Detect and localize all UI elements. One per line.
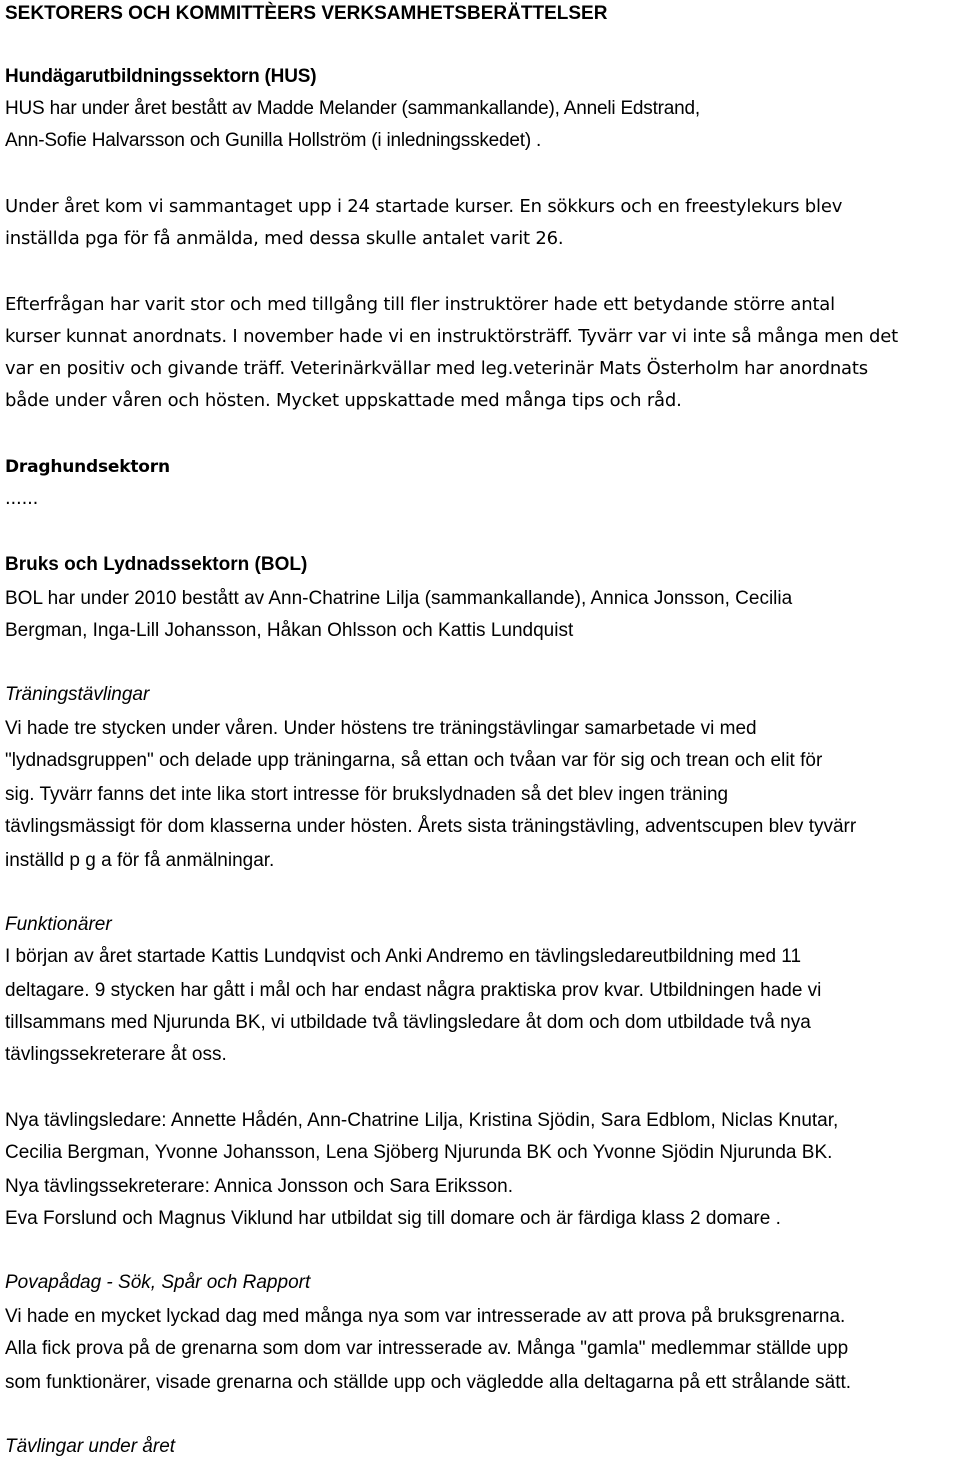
test-day-line-3: som funktionärer, visade grenarna och ställde upp och vägledde alla deltagarna på ett strålande sätt.	[5, 1372, 852, 1393]
officials-line-2: deltagare. 9 stycken har gått i mål och har endast några praktiska prov kvar. Utbildningen hade vi	[5, 980, 822, 1001]
bol-intro-line-2: Bergman, Inga-Lill Johansson, Håkan Ohlsson och Kattis Lundquist	[5, 620, 574, 641]
drag-body: ......	[5, 488, 39, 509]
new-officials-line-3: Nya tävlingssekreterare: Annica Jonsson och Sara Eriksson.	[5, 1176, 513, 1197]
competitions-heading: Tävlingar under året	[5, 1436, 176, 1457]
hus-paragraph-3-line-2: kurser kunnat anordnats. I november hade vi en instruktörsträff. Tyvärr var vi inte så många men det	[5, 326, 898, 347]
new-officials-line-4: Eva Forslund och Magnus Viklund har utbildat sig till domare och är färdiga klass 2 domare .	[5, 1208, 781, 1229]
training-line-2: "lydnadsgruppen" och delade upp träningarna, så ettan och tvåan var för sig och trean och elit för	[5, 750, 823, 771]
officials-heading: Funktionärer	[5, 914, 112, 935]
bol-heading: Bruks och Lydnadssektorn (BOL)	[5, 554, 308, 575]
hus-paragraph-1-line-1: HUS har under året bestått av Madde Melander (sammankallande), Anneli Edstrand,	[5, 98, 700, 119]
test-day-line-2: Alla fick prova på de grenarna som dom var intresserade av. Många "gamla" medlemmar ställde upp	[5, 1338, 849, 1359]
officials-line-4: tävlingssekreterare åt oss.	[5, 1044, 227, 1065]
hus-paragraph-2-line-1: Under året kom vi sammantaget upp i 24 startade kurser. En sökkurs och en freestylekurs blev	[5, 196, 843, 217]
test-day-line-1: Vi hade en mycket lyckad dag med många nya som var intresserade av att prova på bruksgrenarna.	[5, 1306, 846, 1327]
bol-intro-line-1: BOL har under 2010 bestått av Ann-Chatrine Lilja (sammankallande), Annica Jonsson, Cecilia	[5, 588, 793, 609]
hus-paragraph-2-line-2: inställda pga för få anmälda, med dessa skulle antalet varit 26.	[5, 228, 564, 249]
hus-heading: Hundägarutbildningssektorn (HUS)	[5, 66, 317, 87]
hus-paragraph-3-line-4: både under våren och hösten. Mycket uppskattade med många tips och råd.	[5, 390, 682, 411]
training-heading: Träningstävlingar	[5, 684, 150, 705]
officials-line-1: I början av året startade Kattis Lundqvist och Anki Andremo en tävlingsledareutbildning med 11	[5, 946, 802, 967]
training-line-3: sig. Tyvärr fanns det inte lika stort intresse för brukslydnaden så det blev ingen träning	[5, 784, 729, 805]
training-line-4: tävlingsmässigt för dom klasserna under hösten. Årets sista träningstävling, adventscupen blev tyvärr	[5, 816, 857, 837]
drag-heading: Draghundsektorn	[5, 457, 170, 477]
test-day-heading: Povapådag - Sök, Spår och Rapport	[5, 1272, 311, 1293]
training-line-1: Vi hade tre stycken under våren. Under höstens tre träningstävlingar samarbetade vi med	[5, 718, 757, 739]
new-officials-line-1: Nya tävlingsledare: Annette Hådén, Ann-Chatrine Lilja, Kristina Sjödin, Sara Edblom, Niclas Knutar,	[5, 1110, 839, 1131]
hus-paragraph-3-line-3: var en positiv och givande träff. Veterinärkvällar med leg.veterinär Mats Österholm har anordnats	[5, 358, 868, 379]
hus-paragraph-3-line-1: Efterfrågan har varit stor och med tillgång till fler instruktörer hade ett betydande större antal	[5, 294, 835, 315]
new-officials-line-2: Cecilia Bergman, Yvonne Johansson, Lena Sjöberg Njurunda BK och Yvonne Sjödin Njurunda BK.	[5, 1142, 833, 1163]
document-title: SEKTORERS OCH KOMMITTÈERS VERKSAMHETSBERÄTTELSER	[5, 3, 608, 24]
training-line-5: inställd p g a för få anmälningar.	[5, 850, 275, 871]
hus-paragraph-1-line-2: Ann-Sofie Halvarsson och Gunilla Hollström (i inledningsskedet) .	[5, 130, 542, 151]
officials-line-3: tillsammans med Njurunda BK, vi utbildade två tävlingsledare åt dom och dom utbildade två nya	[5, 1012, 811, 1033]
